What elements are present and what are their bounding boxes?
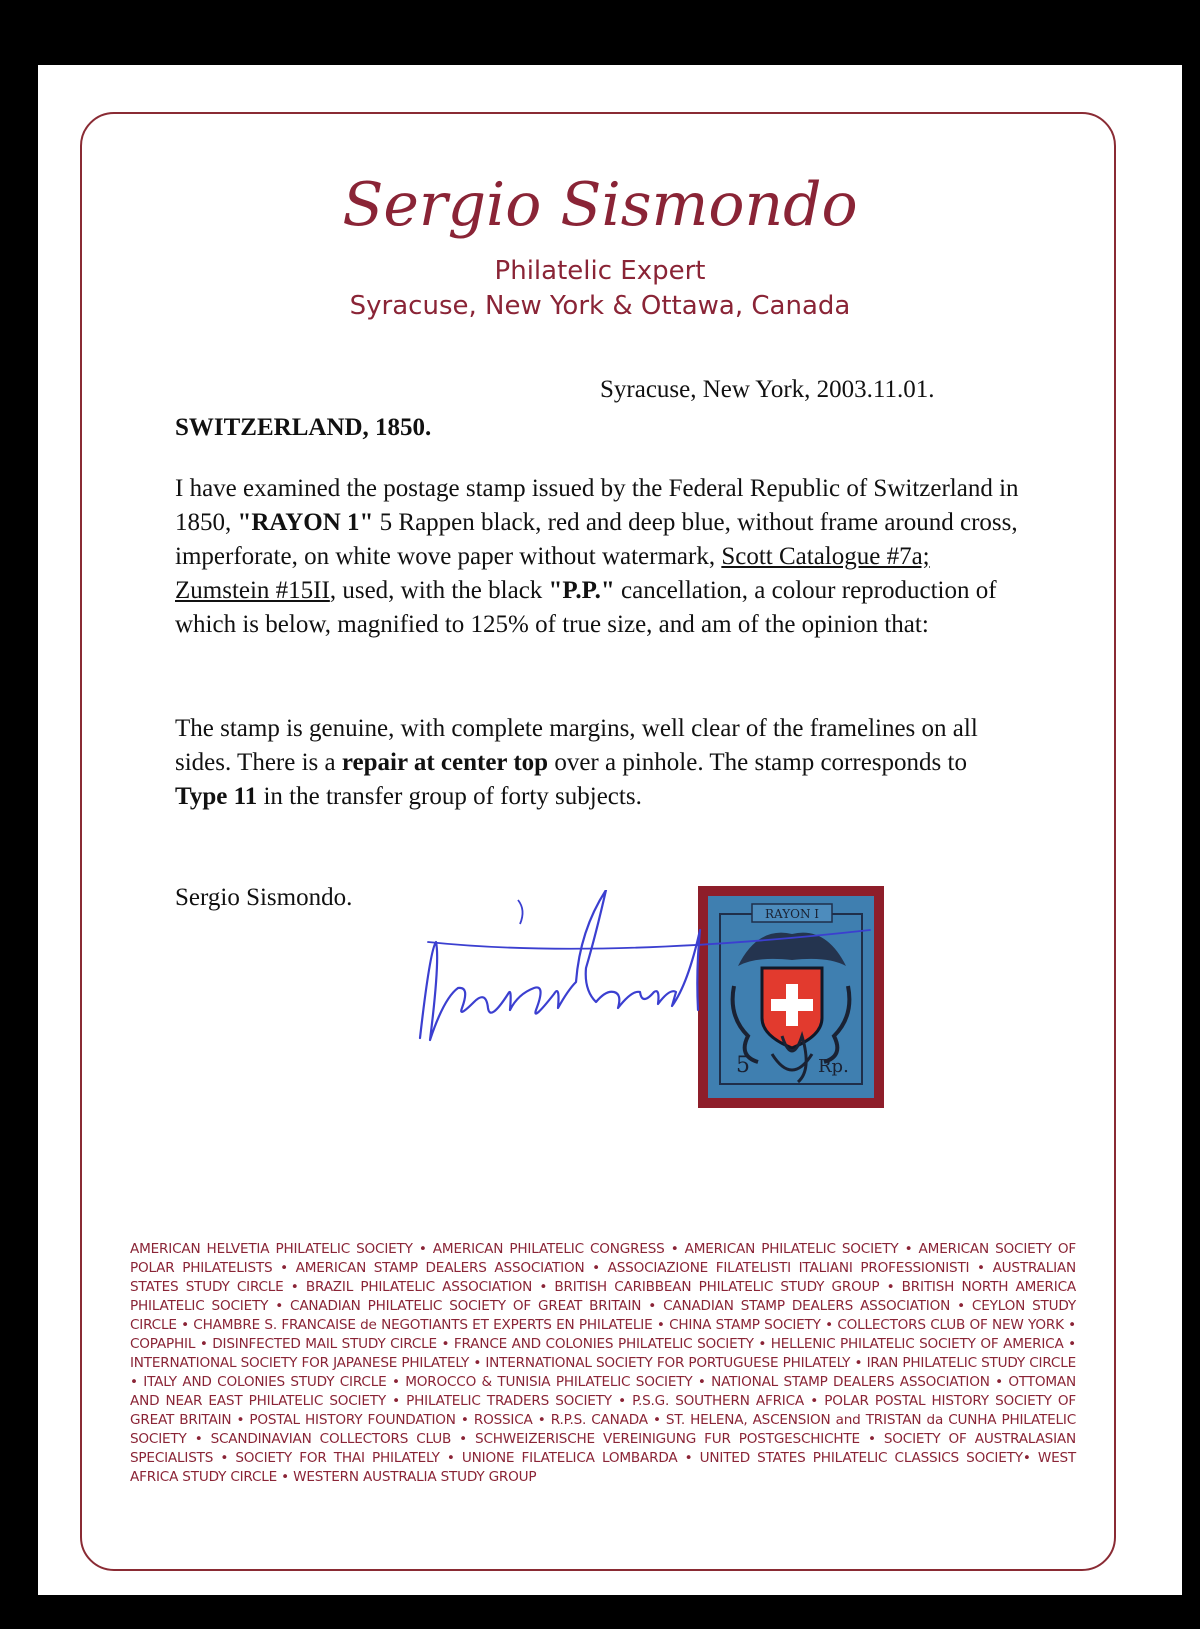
signature-stroke [420, 890, 700, 1040]
para2-text-3: in the transfer group of forty subjects. [257, 783, 642, 810]
para2-bold-repair: repair at center top [341, 749, 549, 776]
para1-text-2: 5 Rappen black, red and deep blue, without frame around cross, imperforate, on white wove paper without watermark, [175, 509, 1018, 570]
signature-underline [428, 930, 870, 949]
opinion-paragraph [175, 712, 1025, 814]
signature-flourish [518, 900, 523, 924]
para1-bold-rayon: "RAYON 1" [237, 509, 374, 536]
expert-title: Philatelic Expert [494, 256, 706, 286]
para2-text-1: The stamp is genuine, with complete margins, well clear of the framelines on all sides. There is a [175, 715, 978, 776]
signoff: Sergio Sismondo. [175, 884, 353, 911]
certificate-heading: SWITZERLAND, 1850. [175, 414, 432, 441]
stamp-top-label: RAYON I [764, 907, 820, 921]
para1-bold-pp: "P.P." [548, 577, 615, 604]
place-date: Syracuse, New York, 2003.11.01. [600, 376, 935, 403]
signature-image [400, 890, 910, 1080]
para1-text-1: I have examined the postage stamp issued by the Federal Republic of Switzerland in 1850, [175, 475, 1019, 536]
stamp-value-left: 5 [736, 1053, 750, 1078]
para1-text-4: cancellation, a colour reproduction of which is below, magnified to 125% of true size, and am of the opinion that: [175, 577, 997, 638]
expert-name: Sergio Sismondo [342, 170, 858, 240]
examination-paragraph [175, 472, 1025, 642]
para2-bold-type: Type 11 [175, 783, 258, 810]
expert-location: Syracuse, New York & Ottawa, Canada [349, 291, 851, 321]
member-societies: AMERICAN HELVETIA PHILATELIC SOCIETY • AMERICAN PHILATELIC CONGRESS • AMERICAN PHILATELIC SOCIETY • AMERICAN SOCIETY OF POLAR PHILATELISTS • AMERICAN STAMP DEALERS ASSOCIATION • ASSOCIAZIONE FILATELISTI ITALIANI PROFESSIONISTI • AUSTRALIAN STATES STUDY CIRCLE • BRAZIL PHILATELIC ASSOCIATION • BRITISH CARIBBEAN PHILATELIC STUDY GROUP • BRITISH NORTH AMERICA PHILATELIC SOCIETY • CANADIAN PHILATELIC SOCIETY OF GREAT BRITAIN • CANADIAN STAMP DEALERS ASSOCIATION • CEYLON STUDY CIRCLE • CHAMBRE S. FRANCAISE de NEGOTIANTS ET EXPERTS EN PHILATELIE • CHINA STAMP SOCIETY • COLLECTORS CLUB OF NEW YORK • COPAPHIL • DISINFECTED MAIL STUDY CIRCLE • FRANCE AND COLONIES PHILATELIC SOCIETY • HELLENIC PHILATELIC SOCIETY OF AMERICA • INTERNATIONAL SOCIETY FOR JAPANESE PHILATELY • INTERNATIONAL SOCIETY FOR PORTUGUESE PHILATELY • IRAN PHILATELIC STUDY CIRCLE • ITALY AND COLONIES STUDY CIRCLE • MOROCCO & TUNISIA PHILATELIC SOCIETY • NATIONAL STAMP DEALERS ASSOCIATION • OTTOMAN AND NEAR EAST PHILATELIC SOCIETY • PHILATELIC TRADERS SOCIETY • P.S.G. SOUTHERN AFRICA • POLAR POSTAL HISTORY SOCIETY OF GREAT BRITAIN • POSTAL HISTORY FOUNDATION • ROSSICA • R.P.S. CANADA • ST. HELENA, ASCENSION and TRISTAN da CUNHA PHILATELIC SOCIETY • SCANDINAVIAN COLLECTORS CLUB • SCHWEIZERISCHE VEREINIGUNG FUR POSTGESCHICHTE • SOCIETY OF AUSTRALASIAN SPECIALISTS • SOCIETY FOR THAI PHILATELY • UNIONE FILATELICA LOMBARDA • UNITED STATES PHILATELIC CLASSICS SOCIETY• WEST AFRICA STUDY CIRCLE • WESTERN AUSTRALIA STUDY GROUP [130, 1241, 1076, 1485]
para1-text-3: , used, with the black [329, 577, 549, 604]
stamp-value-right: Rp. [818, 1056, 849, 1077]
para2-text-2: over a pinhole. The stamp corresponds to [548, 749, 967, 776]
catalogue-reference: Scott Catalogue #7a; Zumstein #15II [175, 543, 930, 604]
